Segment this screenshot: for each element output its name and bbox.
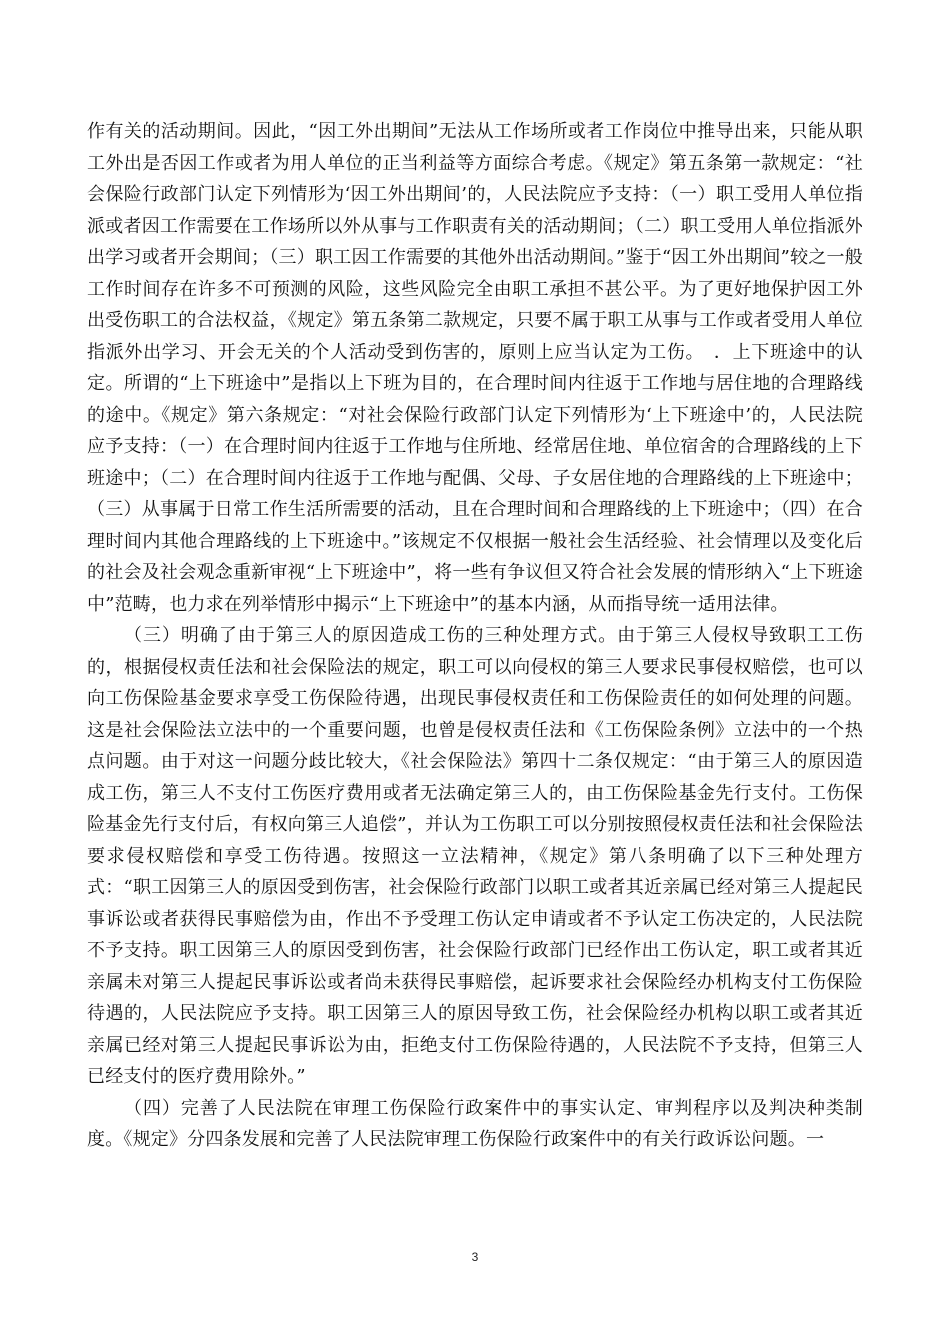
- document-body: [87, 116, 863, 1156]
- paragraph-1: 作有关的活动期间。因此，“因工外出期间”无法从工作场所或者工作岗位中推导出来，只能从职工外出是否因工作或者为用人单位的正当利益等方面综合考虑。《规定》第五条第一款规定：“社会保险行政部门认定下列情形为‘因工外出期间’的，人民法院应予支持：（一）职工受用人单位指派或者因工作需要在工作场所以外从事与工作职责有关的活动期间；（二）职工受用人单位指派外出学习或者开会期间；（三）职工因工作需要的其他外出活动期间。”鉴于“因工外出期间”较之一般工作时间存在许多不可预测的风险，这些风险完全由职工承担不甚公平。为了更好地保护因工外出受伤职工的合法权益，《规定》第五条第二款规定，只要不属于职工从事与工作或者受用人单位指派外出学习、开会无关的个人活动受到伤害的，原则上应当认定为工伤。 ．上下班途中的认定。所谓的“上下班途中”是指以上下班为目的，在合理时间内往返于工作地与居住地的合理路线的途中。《规定》第六条规定：“对社会保险行政部门认定下列情形为‘上下班途中’的，人民法院应予支持：（一）在合理时间内往返于工作地与住所地、经常居住地、单位宿舍的合理路线的上下班途中；（二）在合理时间内往返于工作地与配偶、父母、子女居住地的合理路线的上下班途中；（三）从事属于日常工作生活所需要的活动，且在合理时间和合理路线的上下班途中；（四）在合理时间内其他合理路线的上下班途中。”该规定不仅根据一般社会生活经验、社会情理以及变化后的社会及社会观念重新审视“上下班途中”，将一些有争议但又符合社会发展的情形纳入“上下班途中”范畴，也力求在列举情形中揭示“上下班途中”的基本内涵，从而指导统一适用法律。: [87, 121, 863, 615]
- paragraph-2: （三）明确了由于第三人的原因造成工伤的三种处理方式。由于第三人侵权导致职工工伤的，根据侵权责任法和社会保险法的规定，职工可以向侵权的第三人要求民事侵权赔偿，也可以向工伤保险基金要求享受工伤保险待遇，出现民事侵权责任和工伤保险责任的如何处理的问题。这是社会保险法立法中的一个重要问题，也曾是侵权责任法和《工伤保险条例》立法中的一个热点问题。由于对这一问题分歧比较大，《社会保险法》第四十二条仅规定：“由于第三人的原因造成工伤，第三人不支付工伤医疗费用或者无法确定第三人的，由工伤保险基金先行支付。工伤保险基金先行支付后，有权向第三人追偿”，并认为工伤职工可以分别按照侵权责任法和社会保险法要求侵权赔偿和享受工伤待遇。按照这一立法精神，《规定》第八条明确了以下三种处理方式：“职工因第三人的原因受到伤害，社会保险行政部门以职工或者其近亲属已经对第三人提起民事诉讼或者获得民事赔偿为由，作出不予受理工伤认定申请或者不予认定工伤决定的，人民法院不予支持。职工因第三人的原因受到伤害，社会保险行政部门已经作出工伤认定，职工或者其近亲属未对第三人提起民事诉讼或者尚未获得民事赔偿，起诉要求社会保险经办机构支付工伤保险待遇的，人民法院应予支持。职工因第三人的原因导致工伤，社会保险经办机构以职工或者其近亲属已经对第三人提起民事诉讼为由，拒绝支付工伤保险待遇的，人民法院不予支持，但第三人已经支付的医疗费用除外。”: [87, 625, 863, 1087]
- page-number: 3: [471, 1250, 479, 1264]
- paragraph-3: （四）完善了人民法院在审理工伤保险行政案件中的事实认定、审判程序以及判决种类制度。《规定》分四条发展和完善了人民法院审理工伤保险行政案件中的有关行政诉讼问题。一: [87, 1097, 863, 1150]
